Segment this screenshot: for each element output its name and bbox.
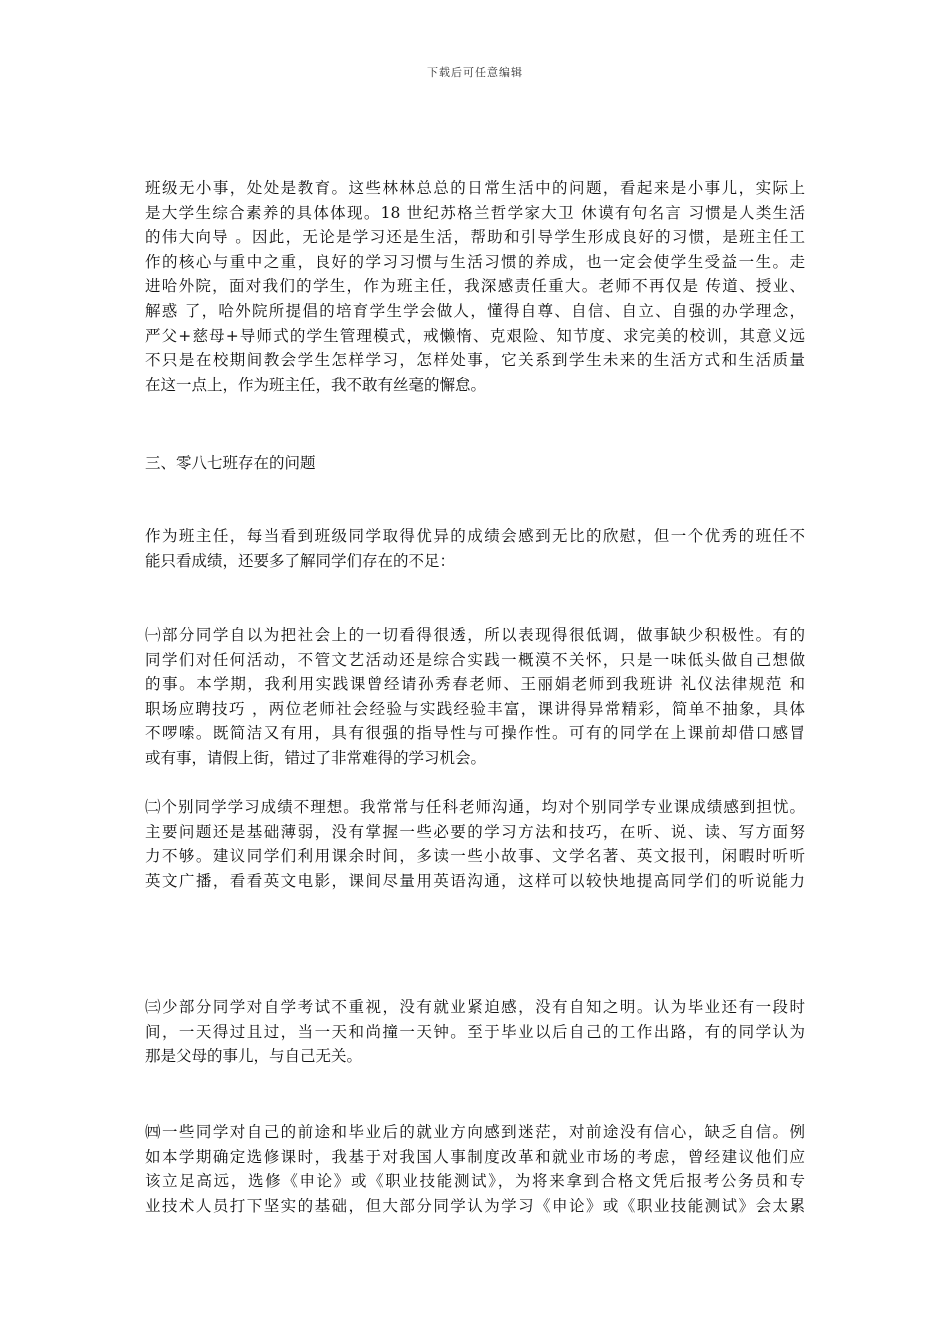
text-line: 同学们对任何活动，不管文艺活动还是综合实践一概漠不关怀，只是一味低头做自己想做 (145, 650, 805, 669)
section-heading (145, 451, 805, 476)
text-line: ㈣一些同学对自己的前途和毕业后的就业方向感到迷茫，对前途没有信心，缺乏自信。例 (145, 1123, 805, 1141)
text-line: 班级无小事，处处是教育。这些林林总总的日常生活中的问题，看起来是小事儿，实际上 (145, 179, 805, 197)
text-line: 主要问题还是基础薄弱，没有掌握一些必要的学习方法和技巧，在听、说、读、写方面努 (145, 822, 805, 841)
text-line: 的伟大向导 。因此，无论是学习还是生活，帮助和引导学生形成良好的习惯，是班主任工 (145, 228, 805, 247)
text-line: 英文广播，看看英文电影，课间尽量用英语沟通，这样可以较快地提高同学们的听说能力 (145, 871, 805, 890)
paragraph-item-3 (145, 995, 805, 1069)
text-line: 不只是在校期间教会学生怎样学习，怎样处事，它关系到学生未来的生活方式和生活质量 (145, 351, 805, 370)
text-line: 间，一天得过且过，当一天和尚撞一天钟。至于毕业以后自己的工作出路，有的同学认为 (145, 1022, 805, 1041)
paragraph-item-4 (145, 1120, 805, 1218)
text-line: 那是父母的事儿，与自己无关。 (145, 1047, 363, 1066)
text-line: 或有事，请假上街，错过了非常难得的学习机会。 (145, 748, 487, 767)
text-line: 不啰嗦。既简洁又有用，具有很强的指导性与可操作性。可有的同学在上课前却借口感冒 (145, 724, 805, 743)
paragraph-item-1 (145, 623, 805, 771)
text-line: 职场应聘技巧 ，两位老师社会经验与实践经验丰富，课讲得异常精彩，简单不抽象，具体 (145, 699, 805, 718)
text-line: 能只看成绩，还要多了解同学们存在的不足： (145, 551, 456, 570)
text-line: 是大学生综合素养的具体体现。18 世纪苏格兰哲学家大卫 休谟有句名言 习惯是人类生活 (145, 203, 805, 222)
heading-text: 三、零八七班存在的问题 (145, 454, 316, 472)
paragraph-item-2 (145, 795, 805, 893)
text-line: 的事。本学期，我利用实践课曾经请孙秀春老师、王丽娟老师到我班讲 礼仪法律规范 和 (145, 675, 805, 694)
text-line: 在这一点上，作为班主任，我不敢有丝毫的懈怠。 (145, 375, 487, 394)
page-header: 下载后可任意编辑 (427, 66, 523, 79)
text-line: ㈠部分同学自以为把社会上的一切看得很透，所以表现得很低调，做事缺少积极性。有的 (145, 626, 805, 644)
text-line: 作的核心与重中之重，良好的学习习惯与生活习惯的养成，也一定会使学生受益一生。走 (145, 252, 805, 271)
text-line: 该立足高远，选修《申论》或《职业技能测试》，为将来拿到合格文凭后报考公务员和专 (145, 1172, 805, 1191)
text-line: ㈢少部分同学对自学考试不重视，没有就业紧迫感，没有自知之明。认为毕业还有一段时 (145, 998, 805, 1016)
text-line: 力不够。建议同学们利用课余时间，多读一些小故事、文学名著、英文报刊，闲暇时听听 (145, 847, 805, 866)
paragraph-class-habits (145, 176, 805, 397)
text-line: 解惑 了，哈外院所提倡的培育学生学会做人，懂得自尊、自信、自立、自强的办学理念， (145, 301, 805, 320)
text-line: 严父+慈母+导师式的学生管理模式，戒懒惰、克艰险、知节度、求完美的校训，其意义远 (145, 326, 805, 345)
paragraph-intro (145, 524, 805, 573)
text-line: 作为班主任，每当看到班级同学取得优异的成绩会感到无比的欣慰，但一个优秀的班任不 (145, 527, 805, 545)
text-line: ㈡个别同学学习成绩不理想。我常常与任科老师沟通，均对个别同学专业课成绩感到担忧。 (145, 798, 805, 816)
text-line: 进哈外院，面对我们的学生，作为班主任，我深感责任重大。老师不再仅是 传道、授业、 (145, 277, 805, 296)
text-line: 如本学期确定选修课时，我基于对我国人事制度改革和就业市场的考虑，曾经建议他们应 (145, 1147, 805, 1166)
text-line: 业技术人员打下坚实的基础，但大部分同学认为学习《申论》或《职业技能测试》会太累 (145, 1196, 805, 1215)
